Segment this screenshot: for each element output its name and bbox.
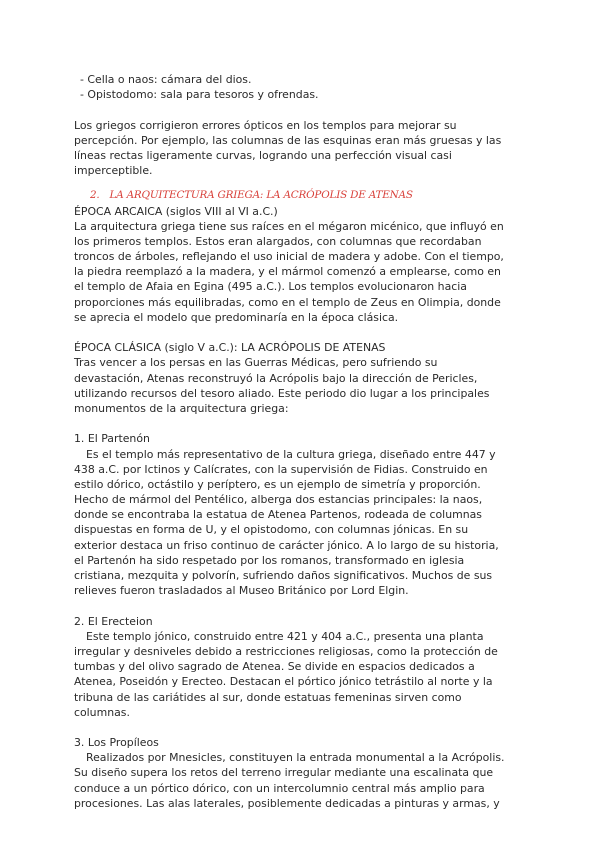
paragraph-line: Tras vencer a los persas en las Guerras Médicas, pero sufriendo su bbox=[74, 356, 438, 370]
archaic-title: ÉPOCA ARCAICA (siglos VIII al VI a.C.) bbox=[74, 204, 278, 218]
paragraph-line: donde se encontraba la estatua de Atenea Partenos, rodeada de columnas bbox=[74, 508, 482, 522]
section-title: LA ARQUITECTURA GRIEGA: LA ACRÓPOLIS DE ATENAS bbox=[109, 189, 413, 202]
classical-title: ÉPOCA CLÁSICA (siglo V a.C.): LA ACRÓPOLIS DE ATENAS bbox=[74, 341, 386, 355]
list-item-opistodomo: - Opistodomo: sala para tesoros y ofrendas. bbox=[80, 88, 319, 102]
parthenon-section bbox=[74, 431, 534, 598]
propylaea-section bbox=[74, 735, 534, 811]
paragraph-line: utilizando recursos del tesoro aliado. Este periodo dio lugar a los principales bbox=[74, 386, 490, 400]
paragraph-line: monumentos de la arquitectura griega: bbox=[74, 401, 289, 415]
optical-corrections-paragraph bbox=[74, 118, 534, 179]
archaic-section bbox=[74, 204, 534, 326]
paragraph-line: imperceptible. bbox=[74, 164, 153, 178]
paragraph-line: el Partenón ha sido respetado por los romanos, transformado en iglesia bbox=[74, 553, 465, 567]
paragraph-line: conduce a un pórtico dórico, con un intercolumnio central más amplio para bbox=[74, 781, 485, 795]
paragraph-line: Realizados por Mnesicles, constituyen la entrada monumental a la Acrópolis. bbox=[86, 751, 505, 765]
parthenon-title: 1. El Partenón bbox=[74, 432, 150, 446]
paragraph-line: la piedra reemplazó a la madera, y el mármol comenzó a emplearse, como en bbox=[74, 265, 501, 279]
paragraph-line: Hecho de mármol del Pentélico, alberga dos estancias principales: la naos, bbox=[74, 493, 483, 507]
section-number: 2. bbox=[90, 189, 100, 202]
paragraph-line: tribuna de las cariátides al sur, donde estatuas femeninas sirven como bbox=[74, 690, 462, 704]
classical-section bbox=[74, 340, 534, 416]
paragraph-line: el templo de Afaia en Egina (495 a.C.). Los templos evolucionaron hacia bbox=[74, 280, 467, 294]
paragraph-line: irregular y desniveles debido a restricciones religiosas, como la protección de bbox=[74, 644, 498, 658]
paragraph-line: La arquitectura griega tiene sus raíces en el mégaron micénico, que influyó en bbox=[74, 219, 504, 233]
paragraph-line: devastación, Atenas reconstruyó la Acrópolis bajo la dirección de Pericles, bbox=[74, 371, 478, 385]
paragraph-line: Los griegos corrigieron errores ópticos en los templos para mejorar su bbox=[74, 118, 457, 132]
paragraph-line: proporciones más equilibradas, como en el templo de Zeus en Olimpia, donde bbox=[74, 295, 501, 309]
erechtheion-title: 2. El Erecteion bbox=[74, 614, 153, 628]
paragraph-line: columnas. bbox=[74, 705, 130, 719]
paragraph-line: exterior destaca un friso continuo de carácter jónico. A lo largo de su historia, bbox=[74, 538, 499, 552]
propylaea-title: 3. Los Propíleos bbox=[74, 736, 159, 750]
paragraph-line: 438 a.C. por Ictinos y Calícrates, con la supervisión de Fidias. Construido en bbox=[74, 462, 488, 476]
document-page bbox=[74, 72, 534, 811]
paragraph-line: Este templo jónico, construido entre 421 y 404 a.C., presenta una planta bbox=[86, 629, 484, 643]
section-heading bbox=[74, 188, 534, 203]
paragraph-line: estilo dórico, octástilo y períptero, es un ejemplo de simetría y proporción. bbox=[74, 477, 481, 491]
paragraph-line: cristiana, mezquita y polvorín, sufriendo daños significativos. Muchos de sus bbox=[74, 569, 493, 582]
paragraph-line: Su diseño supera los retos del terreno irregular mediante una escalinata que bbox=[74, 766, 494, 780]
list-item-cella: - Cella o naos: cámara del dios. bbox=[80, 73, 252, 86]
erechtheion-section bbox=[74, 614, 534, 720]
paragraph-line: líneas rectas ligeramente curvas, logrando una perfección visual casi bbox=[74, 148, 452, 162]
paragraph-line: Atenea, Poseidón y Erecteo. Destacan el pórtico jónico tetrástilo al norte y la bbox=[74, 675, 493, 689]
paragraph-line: troncos de árboles, reflejando el uso inicial de madera y adobe. Con el tiempo, bbox=[74, 250, 504, 264]
paragraph-line: dispuestas en forma de U, y el opistodomo, con columnas jónicas. En su bbox=[74, 523, 469, 537]
paragraph-line: se aprecia el modelo que predominaría en la época clásica. bbox=[74, 310, 399, 324]
paragraph-line: los primeros templos. Estos eran alargados, con columnas que recordaban bbox=[74, 234, 482, 248]
paragraph-line: tumbas y del olivo sagrado de Atenea. Se divide en espacios dedicados a bbox=[74, 660, 475, 674]
paragraph-line: Es el templo más representativo de la cultura griega, diseñado entre 447 y bbox=[86, 447, 496, 461]
paragraph-line: procesiones. Las alas laterales, posiblemente dedicadas a pinturas y armas, y bbox=[74, 796, 500, 810]
paragraph-line: percepción. Por ejemplo, las columnas de las esquinas eran más gruesas y las bbox=[74, 133, 502, 147]
paragraph-line: relieves fueron trasladados al Museo Británico por Lord Elgin. bbox=[74, 584, 409, 598]
